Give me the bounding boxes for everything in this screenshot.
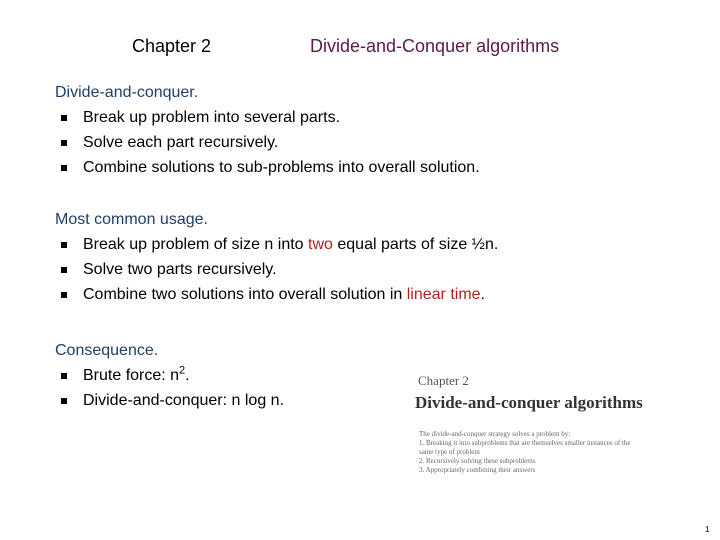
book-excerpt-image [405, 368, 695, 488]
section-heading: Most common usage. [55, 211, 208, 228]
square-bullet-icon [61, 140, 67, 146]
square-bullet-icon [61, 398, 67, 404]
list-item: Brute force: $n^2$. [55, 363, 284, 388]
bullet-list [55, 363, 284, 413]
section-heading: Consequence. [55, 342, 159, 359]
slide-title: Divide-and-Conquer algorithms [310, 36, 560, 56]
excerpt-title: Divide-and-conquer algorithms [415, 393, 643, 412]
list-item: Solve two parts recursively. [55, 257, 498, 282]
square-bullet-icon [61, 292, 67, 298]
section-consequence [55, 338, 284, 413]
list-item: Break up problem into several parts. [55, 105, 480, 130]
excerpt-chapter: Chapter 2 [418, 373, 469, 388]
highlight-text: linear time [406, 286, 481, 303]
list-item: Solve each part recursively. [55, 130, 480, 155]
list-item: Combine solutions to sub-problems into overall solution. [55, 155, 480, 180]
section-divide-and-conquer [55, 80, 480, 180]
chapter-label: Chapter 2 [132, 36, 212, 56]
section-heading: Divide-and-conquer. [55, 84, 199, 101]
bullet-list [55, 232, 498, 307]
square-bullet-icon [61, 115, 67, 121]
list-item: Break up problem of size n into two equal parts of size ½n. [55, 232, 498, 257]
list-item: Divide-and-conquer: n log n. [55, 388, 284, 413]
square-bullet-icon [61, 267, 67, 273]
square-bullet-icon [61, 373, 67, 379]
bullet-list [55, 105, 480, 180]
square-bullet-icon [61, 165, 67, 171]
excerpt-body: The divide-and-conquer strategy solves a problem by: 1. Breaking it into subproblems that are themselves smaller instances of the same type of problem 2. Recursively solving these subproblems 3. Appropriately combining their answers [419, 430, 631, 474]
section-common-usage [55, 207, 498, 307]
superscript: 2 [179, 364, 186, 377]
page-number: 1 [705, 525, 710, 534]
list-item: Combine two solutions into overall solution in linear time. [55, 282, 498, 307]
square-bullet-icon [61, 242, 67, 248]
highlight-text: two [308, 236, 333, 253]
